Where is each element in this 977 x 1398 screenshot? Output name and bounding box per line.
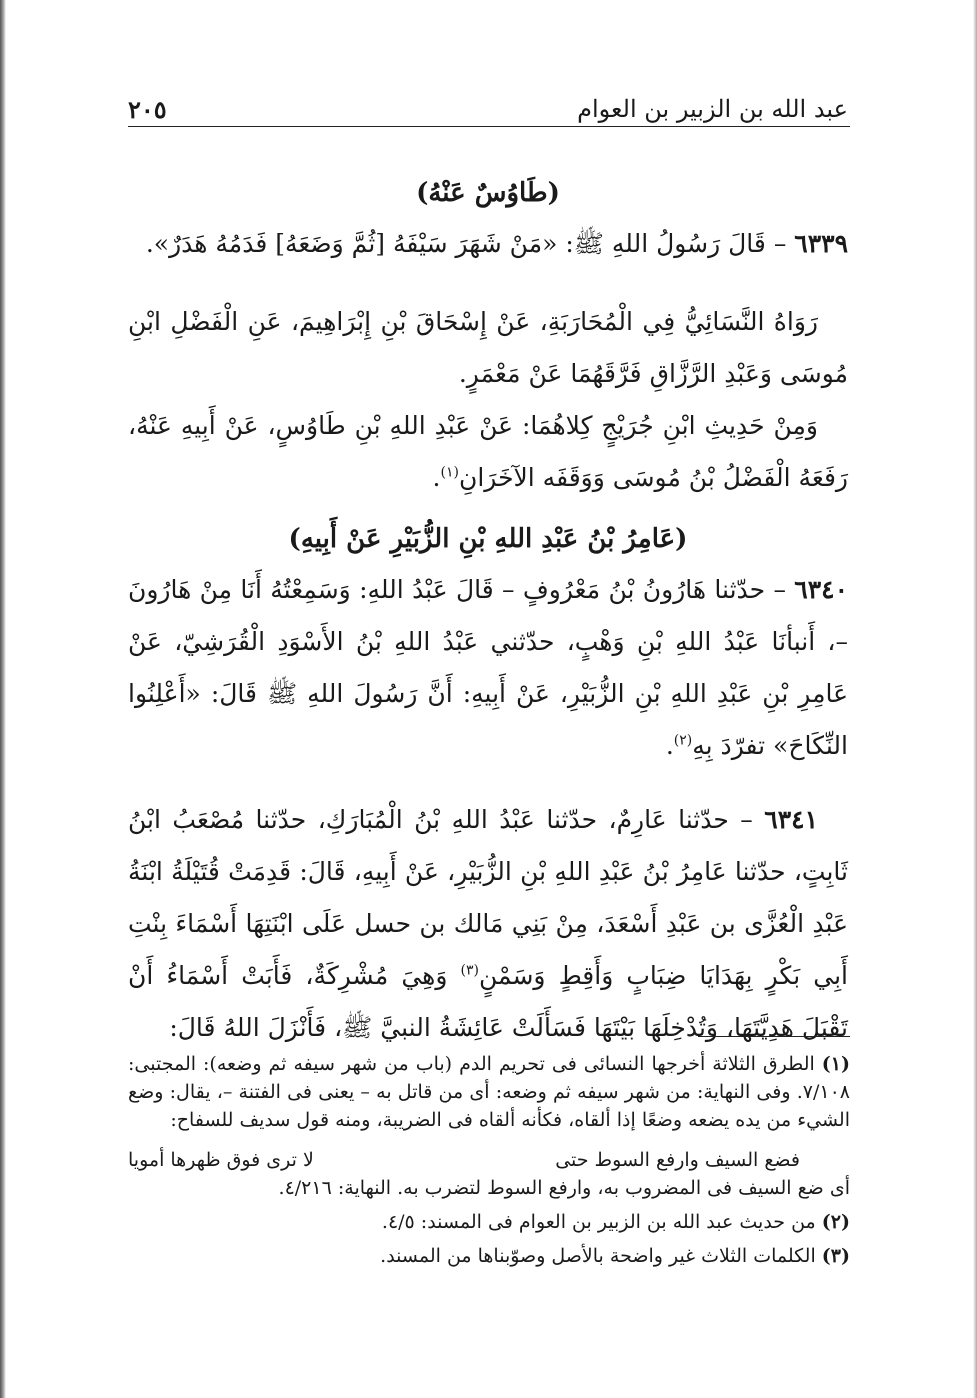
page-number: ٢٠٥ (128, 94, 167, 124)
section-heading-tawus: (طَاوُسٌ عَنْهُ) (416, 178, 560, 208)
footnote-ref-1: (١) (440, 464, 459, 481)
footnote-text: من حديث عبد الله بن الزبير بن العوام فى المسند: ٤/٥. (381, 1211, 816, 1233)
footnote-number: (١) (821, 1053, 850, 1075)
main-text (128, 168, 848, 1054)
footnotes (128, 1050, 850, 1270)
hadith-6339 (128, 218, 848, 270)
footnote-1-continuation: أى ضع السيف فى المضروب به، وارفع السوط لتضرب به. النهاية: ٤/٢١٦. (278, 1177, 850, 1199)
scan-edge-right (973, 0, 977, 1398)
footnote-3 (128, 1242, 850, 1270)
hadith-text-continued: وَهِيَ مُشْرِكَةٌ، فَأَبَتْ أَسْمَاءُ أَنْ تَقْبَلَ هَدِيَّتَهَا، وَتُدْخِلَهَا بَيْتَهَا فَسَأَلَتْ عَائِشَةُ النبيَّ ﷺ، فَأَنْزَلَ اللهُ قَالَ: (128, 961, 848, 1042)
poetry-verse (128, 1134, 850, 1174)
hadith-text: – قَالَ رَسُولُ اللهِ ﷺ: «مَنْ شَهَرَ سَيْفَهُ [ثُمَّ وَضَعَهُ] فَدَمُهُ هَدَرٌ». (145, 229, 787, 258)
footnote-rule (698, 1036, 850, 1037)
running-title: عبد الله بن الزبير بن العوام (577, 95, 848, 123)
footnote-ref-3: (٣) (460, 962, 479, 979)
header-rule (128, 126, 850, 127)
takhrij-paragraph-2 (128, 400, 848, 504)
hadith-number: ٦٣٤١ (764, 805, 818, 834)
footnote-text: الكلمات الثلاث غير واضحة بالأصل وصوّبناها من المسند. (380, 1245, 816, 1267)
hadith-6340 (128, 564, 848, 772)
hadith-text: – حدّثنا عَارِمٌ، حدّثنا عَبْدُ اللهِ بْنُ الْمُبَارَكِ، حدّثنا مُصْعَبُ ابْنُ ثَابِتٍ، حدّثنا عَامِرُ بْنُ عَبْدِ اللهِ بْنِ الزُّبَيْرِ، عَنْ أَبِيهِ، قَالَ: قَدِمَتْ قُتَيْلَةُ ابْنَةُ عَبْدِ الْعُزَّى بن عَبْدِ أَسْعَدَ، مِنْ بَنِي مَالك بن حسل عَلَى ابْنَتِهَا أَسْمَاءَ بِنْتِ أَبِي بَكْرٍ بِهَدَايَا ضِبَابٍ وَأَقِطٍ وَسَمْنٍ (128, 805, 848, 990)
takhrij-paragraph: رَوَاهُ النَّسَائِيُّ فِي الْمُحَارَبَةِ، عَنْ إِسْحَاقَ بْنِ إِبْرَاهِيمَ، عَنِ الْفَضْلِ ابْنِ مُوسَى وَعَبْدِ الرَّزَّاقِ فَرَّقَهُمَا عَنْ مَعْمَرٍ. (128, 307, 848, 388)
paragraph-text: وَمِنْ حَدِيثِ ابْنِ جُرَيْجٍ كِلاهُمَا: عَنْ عَبْدِ اللهِ بْنِ طَاوُسٍ، عَنْ أَبِيهِ عَنْهُ، رَفَعَهُ الْفَضْلُ بْنُ مُوسَى وَوَقَفَه الآخَرَانِ (128, 411, 848, 492)
hadith-6341 (128, 794, 848, 1054)
page-header (128, 92, 848, 126)
verse-second-hemistich: لا ترى فوق ظهرها أمويا (128, 1149, 314, 1171)
footnote-number: (٢) (821, 1211, 850, 1233)
footnote-2 (128, 1208, 850, 1236)
paragraph-end: . (665, 731, 674, 760)
footnote-text: الطرق الثلاثة أخرجها النسائى فى تحريم الدم (باب من شهر سيفه ثم وضعه): المجتبى: ٧/١٠٨. وفى النهاية: من شهر سيفه ثم وضعه: أى من قاتل به – يعنى فى الفتنة –، يقال: وضع الشيء من يده يضعه وضعًا إذا ألقاه، فكأنه ألقاه فى الضريبة، ومنه قول سديف للسفاح: (128, 1053, 850, 1131)
hadith-number: ٦٣٤٠ (794, 575, 849, 604)
scan-edge-left (0, 0, 6, 1398)
footnote-1 (128, 1050, 850, 1134)
section-heading-amir: (عَامِرُ بْنُ عَبْدِ اللهِ بْنِ الزُّبَيْرِ عَنْ أَبِيهِ) (288, 524, 688, 554)
paragraph-end: . (432, 463, 441, 492)
footnote-ref-2: (٢) (673, 732, 693, 749)
footnote-number: (٣) (821, 1245, 850, 1267)
verse-first-hemistich: فضع السيف وارفع السوط حتى (555, 1149, 800, 1171)
hadith-number: ٦٣٣٩ (794, 229, 848, 258)
hadith-text: – حدّثنا هَارُونُ بْنُ مَعْرُوفٍ – قَالَ عَبْدُ اللهِ: وَسَمِعْتُهُ أَنَا مِنْ هَارُونَ –، أَنبأنَا عَبْدُ اللهِ بْنِ وَهْبٍ، حدّثني عَبْدُ اللهِ بْنُ الأَسْوَدِ الْقُرَشِيّ، عَنْ عَامِرِ بْنِ عَبْدِ اللهِ بْنِ الزُّبَيْرِ، عَنْ أَبِيهِ: أَنَّ رَسُولَ اللهِ ﷺ قَالَ: «أَعْلِنُوا النِّكَاحَ» تفرّدَ بِهِ (128, 575, 848, 760)
